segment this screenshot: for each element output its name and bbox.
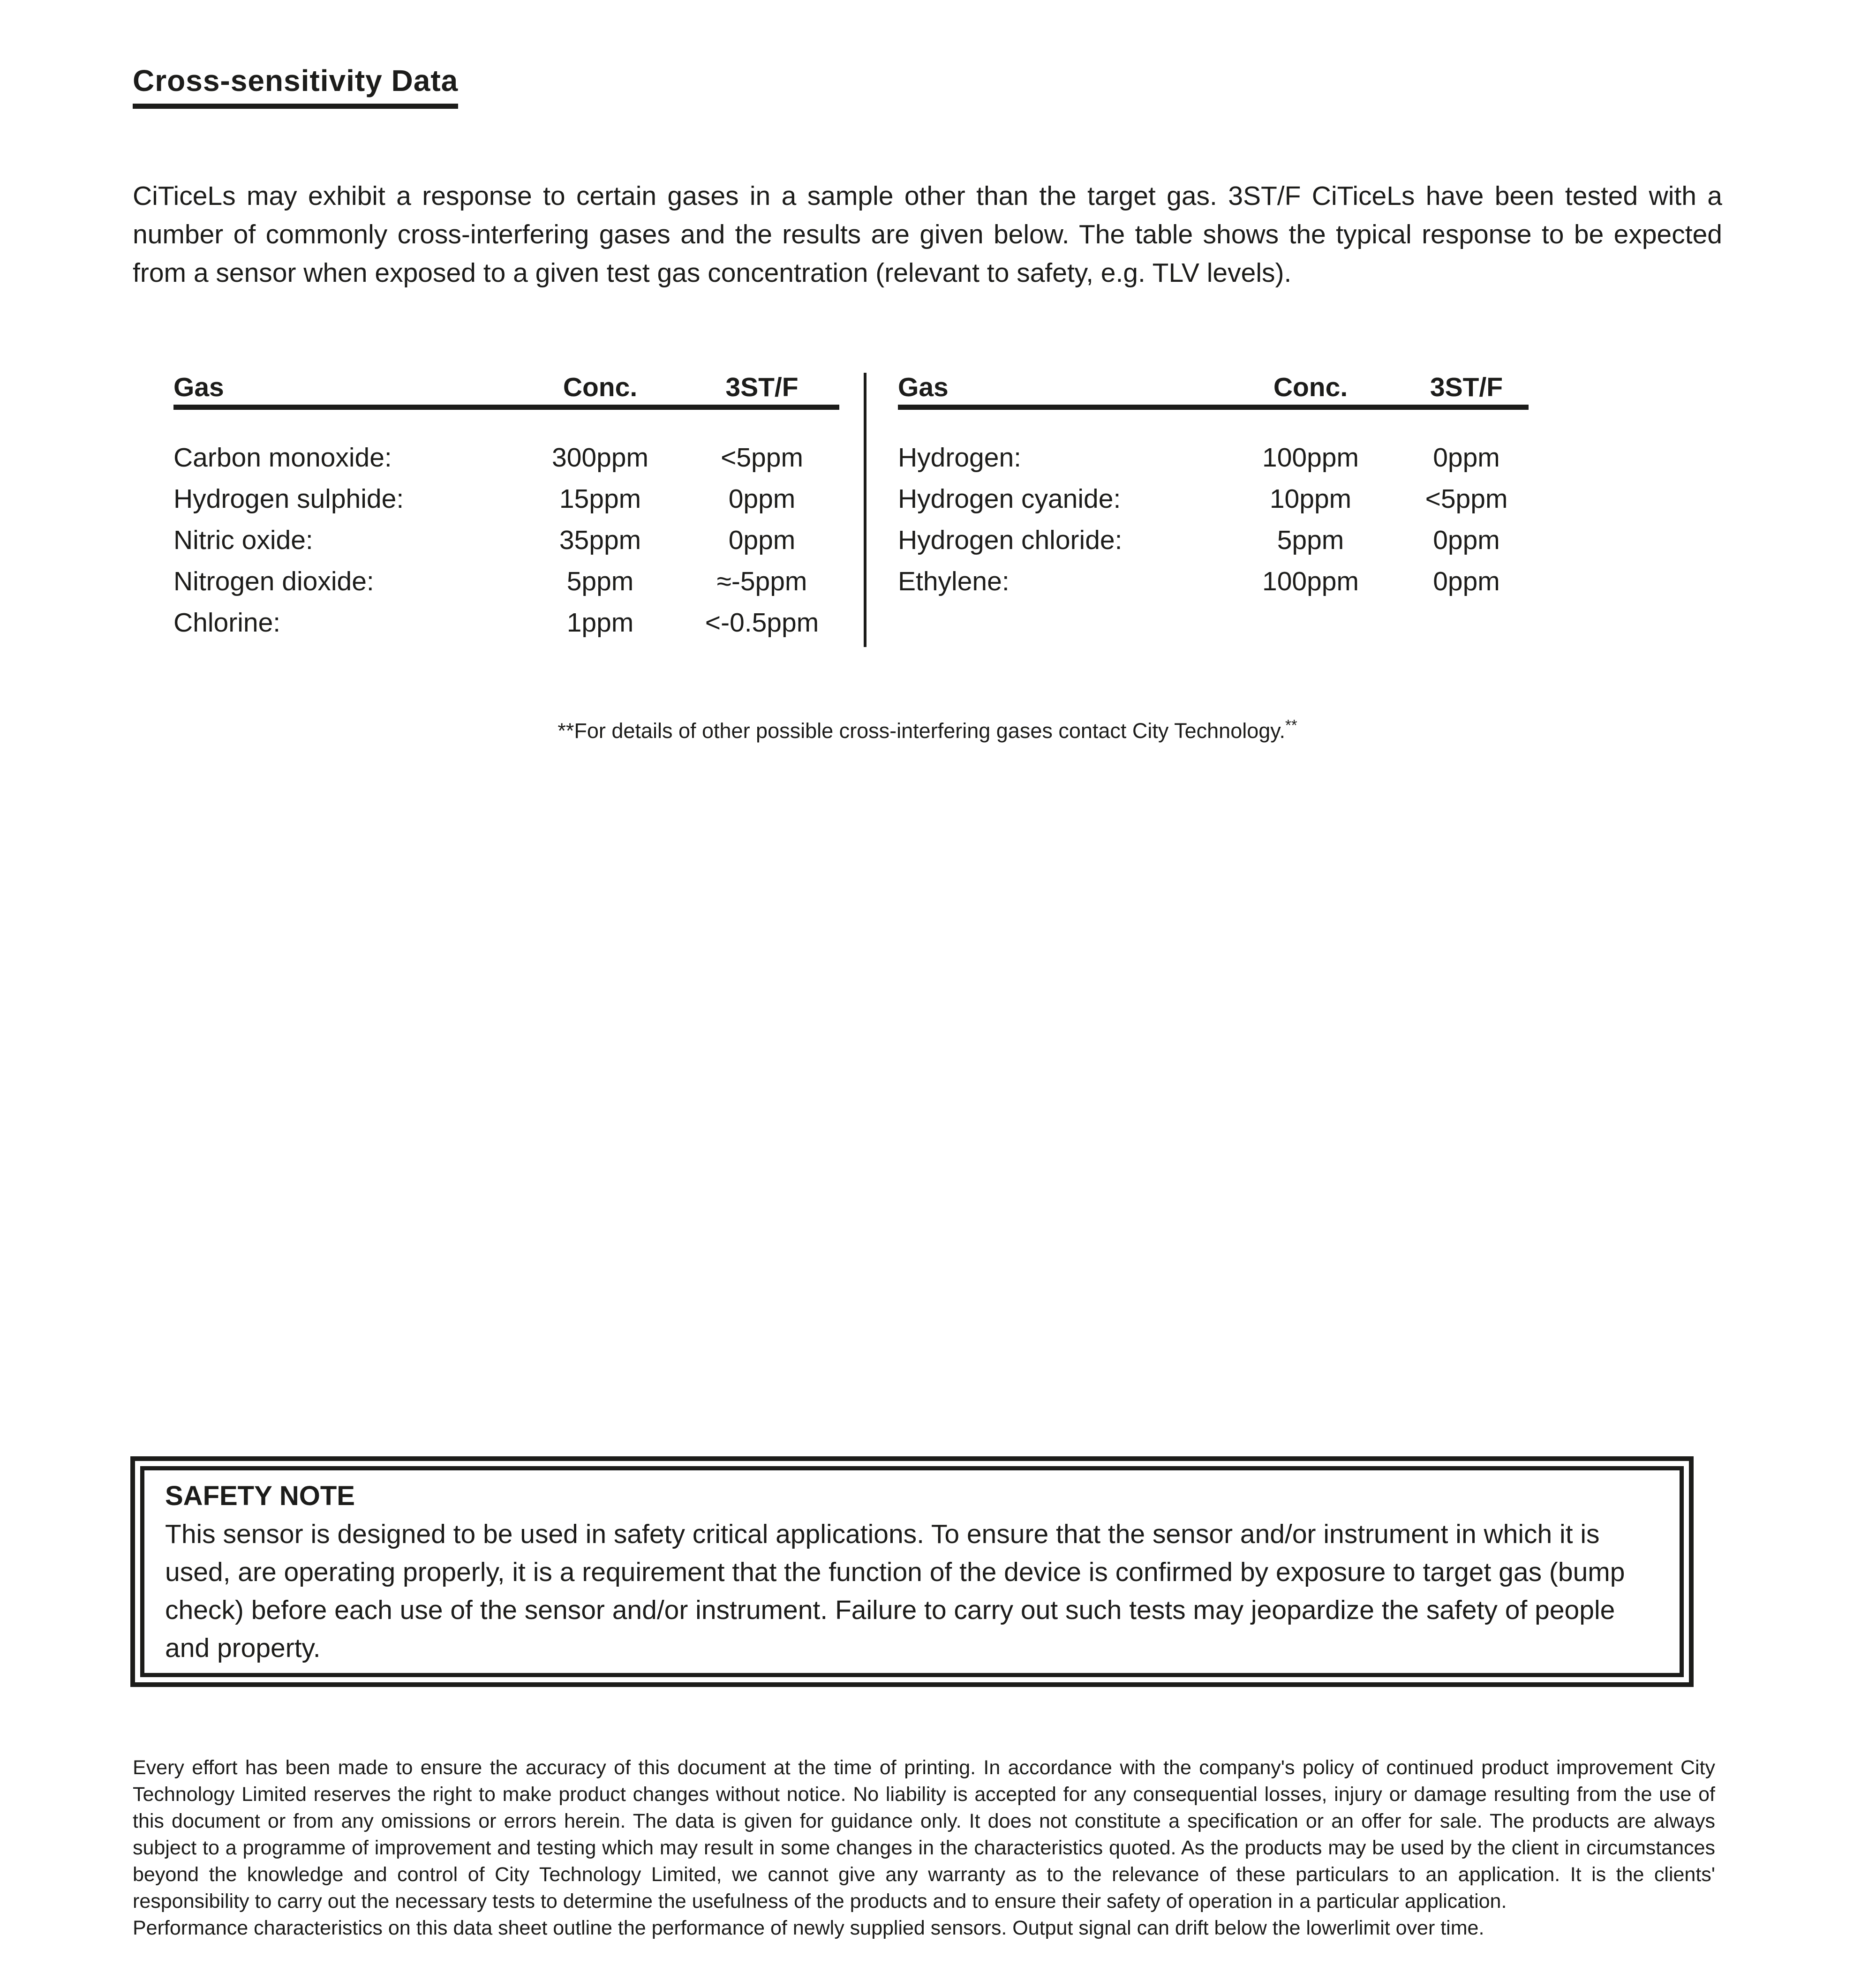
gas-name: Hydrogen chloride: (898, 525, 1123, 555)
table-row (173, 561, 839, 602)
sensor-response: 0ppm (1433, 566, 1500, 596)
disclaimer-paragraph: Every effort has been made to ensure the accuracy of this document at the time of printing. In accordance with the company's policy of continued product improvement City Technology Limited reserves the right to make product changes without notice. No liability is accepted for any consequential losses, injury or damage resulting from the use of this document or from any omissions or errors herein. The data is given for guidance only. It does not constitute a specification or an offer for sale. The products are always subject to a programme of improvement and testing which may result in some changes in the characteristics quoted. As the products may be used by the client in circumstances beyond the knowledge and control of City Technology Limited, we cannot give any warranty as to the relevance of these particulars to an application. It is the clients' responsibility to carry out the necessary tests to determine the usefulness of the products and to ensure their safety of operation in a particular application. (133, 1756, 1715, 1913)
gas-concentration: 5ppm (566, 566, 634, 596)
gas-name: Hydrogen: (898, 443, 1021, 473)
table-row (898, 520, 1529, 561)
gas-name: Chlorine: (173, 608, 281, 638)
sensor-response: <5ppm (1425, 484, 1508, 514)
table-row (898, 561, 1529, 602)
table-header-row (173, 373, 839, 410)
page-title: Cross-sensitivity Data (133, 63, 458, 109)
header-conc: Conc. (563, 372, 638, 402)
table-row (173, 478, 839, 520)
header-3stf: 3ST/F (725, 372, 799, 402)
safety-note-body: This sensor is designed to be used in safety critical applications. To ensure that the sensor and/or instrument in which it is used, are operating properly, it is a requirement that the function of the device is confirmed by exposure to target gas (bump check) before each use of the sensor and/or instrument. Failure to carry out such tests may jeopardize the safety of people and property. (165, 1519, 1625, 1663)
table-row (898, 437, 1529, 478)
sensor-response: 0ppm (728, 484, 796, 514)
table-column-divider (864, 373, 866, 647)
table-header-row (898, 373, 1529, 410)
gas-name: Nitrogen dioxide: (173, 566, 374, 596)
sensor-response: 0ppm (728, 525, 796, 555)
gas-concentration: 100ppm (1262, 566, 1359, 596)
header-conc: Conc. (1273, 372, 1348, 402)
gas-concentration: 100ppm (1262, 443, 1359, 473)
footnote-superscript: ** (1285, 716, 1297, 734)
gas-concentration: 10ppm (1269, 484, 1352, 514)
gas-concentration: 15ppm (559, 484, 641, 514)
sensor-response: 0ppm (1433, 443, 1500, 473)
gas-name: Nitric oxide: (173, 525, 313, 555)
gas-concentration: 300ppm (552, 443, 648, 473)
sensor-response: <5ppm (721, 443, 803, 473)
sensor-response: ≈-5ppm (716, 566, 807, 596)
cross-sensitivity-table-right (898, 373, 1529, 602)
performance-note: Performance characteristics on this data sheet outline the performance of newly supplied sensors. Output signal can drift below the lowerlimit over time. (133, 1917, 1484, 1939)
table-row (173, 520, 839, 561)
intro-paragraph: CiTiceLs may exhibit a response to certain gases in a sample other than the target gas. 3ST/F CiTiceLs have been tested with a number of commonly cross-interfering gases and the results are given below. The table shows the typical response to be expected from a sensor when exposed to a given test gas concentration (relevant to safety, e.g. TLV levels). (133, 181, 1722, 288)
table-body (898, 437, 1529, 602)
safety-note-inner-border (140, 1466, 1684, 1677)
gas-concentration: 5ppm (1277, 525, 1344, 555)
table-row (173, 437, 839, 478)
gas-name: Hydrogen sulphide: (173, 484, 404, 514)
gas-name: Hydrogen cyanide: (898, 484, 1121, 514)
table-body (173, 437, 839, 643)
gas-concentration: 1ppm (566, 608, 634, 638)
footnote-text: **For details of other possible cross-interfering gases contact City Technology. (558, 719, 1285, 743)
table-footnote (133, 716, 1722, 743)
sensor-response: <-0.5ppm (705, 608, 819, 638)
header-gas: Gas (173, 372, 224, 402)
header-gas: Gas (898, 372, 949, 402)
sensor-response: 0ppm (1433, 525, 1500, 555)
gas-name: Ethylene: (898, 566, 1010, 596)
safety-note-title: SAFETY NOTE (165, 1481, 355, 1511)
gas-name: Carbon monoxide: (173, 443, 392, 473)
header-3stf: 3ST/F (1430, 372, 1503, 402)
table-row (173, 602, 839, 643)
table-row (898, 478, 1529, 520)
cross-sensitivity-table-left (173, 373, 839, 643)
safety-note-box (130, 1456, 1694, 1687)
gas-concentration: 35ppm (559, 525, 641, 555)
disclaimer-footer (133, 1755, 1715, 1942)
